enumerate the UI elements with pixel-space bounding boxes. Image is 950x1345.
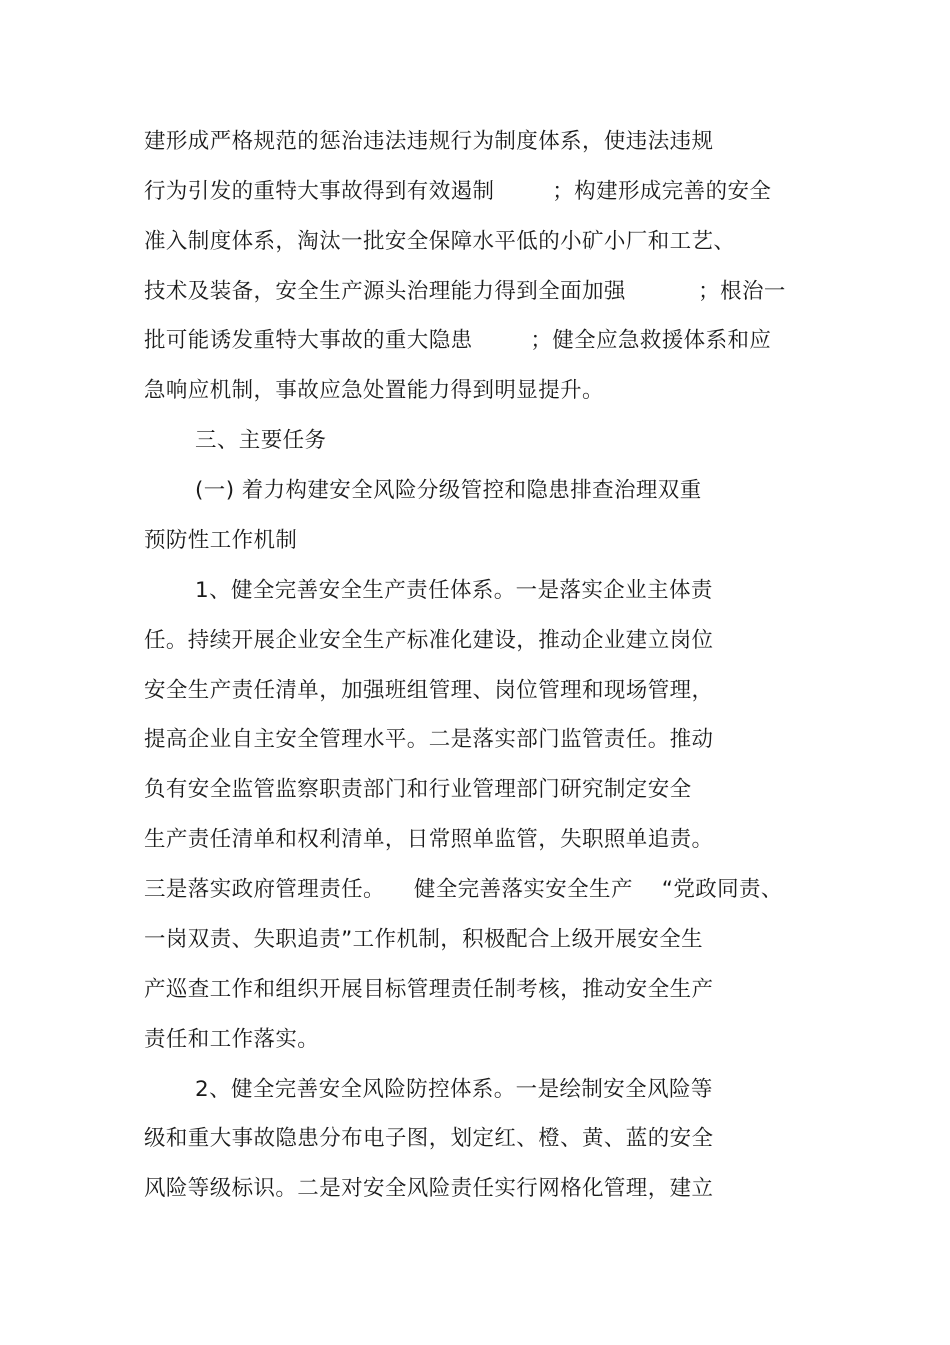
- text-line: 准入制度体系，淘汰一批安全保障水平低的小矿小厂和工艺、: [144, 229, 736, 254]
- text-line: 急响应机制，事故应急处置能力得到明显提升。: [144, 378, 604, 403]
- text-line: 一岗双责、失职追责”工作机制，积极配合上级开展安全生: [144, 927, 704, 952]
- section-heading: 三、主要任务: [195, 428, 327, 453]
- text-line: 行为引发的重特大事故得到有效遏制 ；构建形成完善的安全: [144, 179, 772, 204]
- paragraph-start: 2、健全完善安全风险防控体系。一是绘制安全风险等: [195, 1077, 713, 1102]
- text-line: 技术及装备，安全生产源头治理能力得到全面加强 ；根治一: [144, 279, 786, 304]
- text-line: 责任和工作落实。: [144, 1027, 320, 1052]
- text-line: 安全生产责任清单，加强班组管理、岗位管理和现场管理，: [144, 678, 714, 703]
- text-line: 产巡查工作和组织开展目标管理责任制考核，推动安全生产: [144, 977, 714, 1002]
- text-line: 批可能诱发重特大事故的重大隐患 ；健全应急救援体系和应: [144, 328, 772, 353]
- subsection-heading: 预防性工作机制: [144, 528, 298, 553]
- text-line: 生产责任清单和权利清单，日常照单监管，失职照单追责。: [144, 827, 714, 852]
- text-line: 风险等级标识。二是对安全风险责任实行网格化管理，建立: [144, 1176, 714, 1201]
- text-line: 任。持续开展企业安全生产标准化建设，推动企业建立岗位: [144, 628, 714, 653]
- text-line: 级和重大事故隐患分布电子图，划定红、橙、黄、蓝的安全: [144, 1126, 714, 1151]
- paragraph-start: 1、健全完善安全生产责任体系。一是落实企业主体责: [195, 578, 713, 603]
- text-line: 三是落实政府管理责任。 健全完善落实安全生产 “党政同责、: [144, 877, 783, 902]
- text-line: 建形成严格规范的惩治违法违规行为制度体系，使违法违规: [144, 129, 714, 154]
- text-line: 提高企业自主安全管理水平。二是落实部门监管责任。推动: [144, 727, 714, 752]
- text-line: 负有安全监管监察职责部门和行业管理部门研究制定安全: [144, 777, 692, 802]
- subsection-heading: (一) 着力构建安全风险分级管控和隐患排查治理双重: [195, 478, 702, 503]
